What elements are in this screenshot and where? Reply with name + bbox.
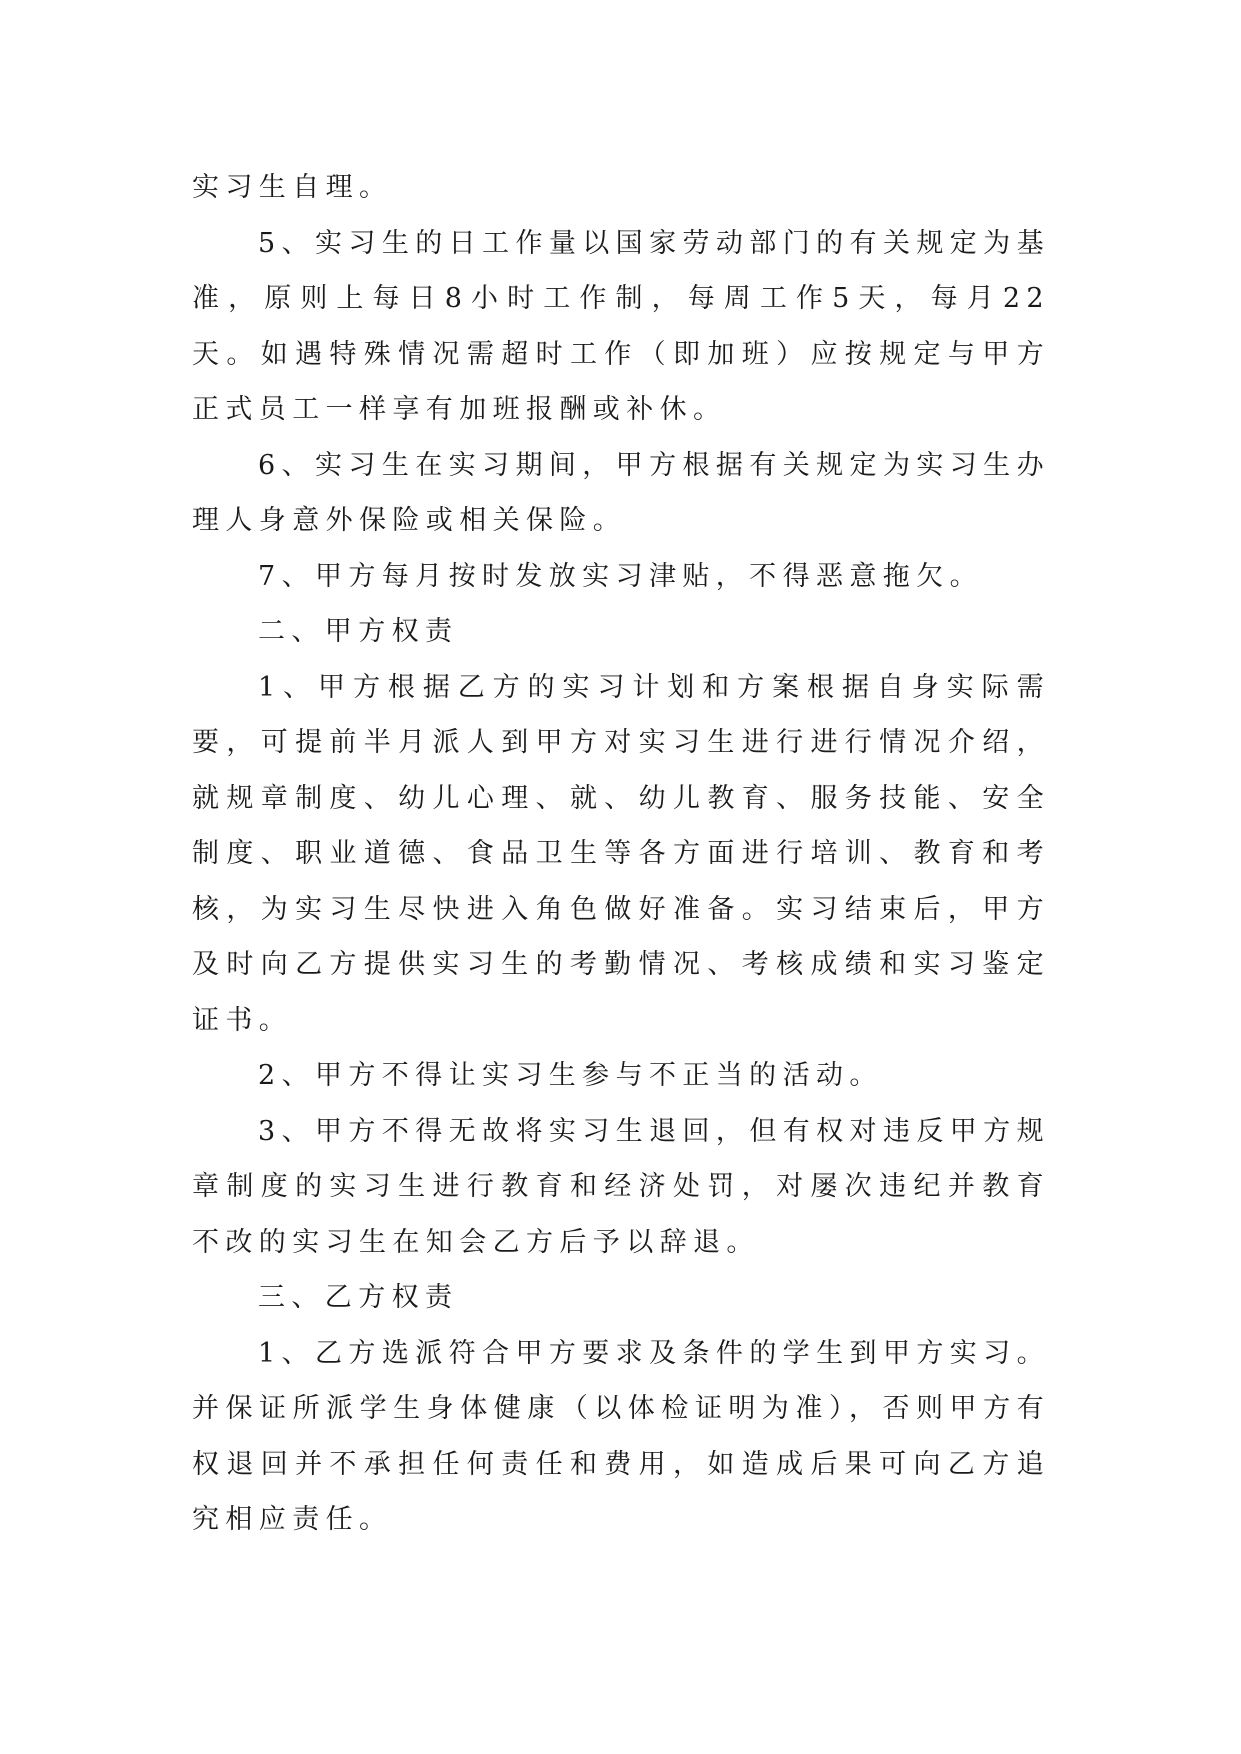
paragraph-4: 7、甲方每月按时发放实习津贴，不得恶意拖欠。: [258, 560, 983, 592]
section-heading-2: 二、甲方权责: [258, 616, 459, 647]
document-body: [192, 160, 1050, 1548]
paragraph-1: 实习生自理。: [192, 172, 393, 203]
paragraph-2: 5、实习生的日工作量以国家劳动部门的有关规定为基准，原则上每日8小时工作制，每周工作5天，每月22天。如遇特殊情况需超时工作（即加班）应按规定与甲方正式员工一样享有加班报酬或补休。: [192, 227, 1050, 425]
paragraph-7: 3、甲方不得无故将实习生退回，但有权对违反甲方规章制度的实习生进行教育和经济处罚，对屡次违纪并教育不改的实习生在知会乙方后予以辞退。: [192, 1115, 1050, 1258]
paragraph-8: 1、乙方选派符合甲方要求及条件的学生到甲方实习。并保证所派学生身体健康（以体检证明为准），否则甲方有权退回并不承担任何责任和费用，如造成后果可向乙方追究相应责任。: [192, 1337, 1050, 1535]
paragraph-5: 1、甲方根据乙方的实习计划和方案根据自身实际需要，可提前半月派人到甲方对实习生进行进行情况介绍，就规章制度、幼儿心理、就、幼儿教育、服务技能、安全制度、职业道德、食品卫生等各方面进行培训、教育和考核，为实习生尽快进入角色做好准备。实习结束后，甲方及时向乙方提供实习生的考勤情况、考核成绩和实习鉴定证书。: [192, 671, 1050, 1036]
paragraph-3: 6、实习生在实习期间，甲方根据有关规定为实习生办理人身意外保险或相关保险。: [192, 449, 1050, 536]
section-heading-3: 三、乙方权责: [258, 1282, 459, 1313]
paragraph-6: 2、甲方不得让实习生参与不正当的活动。: [258, 1060, 883, 1091]
